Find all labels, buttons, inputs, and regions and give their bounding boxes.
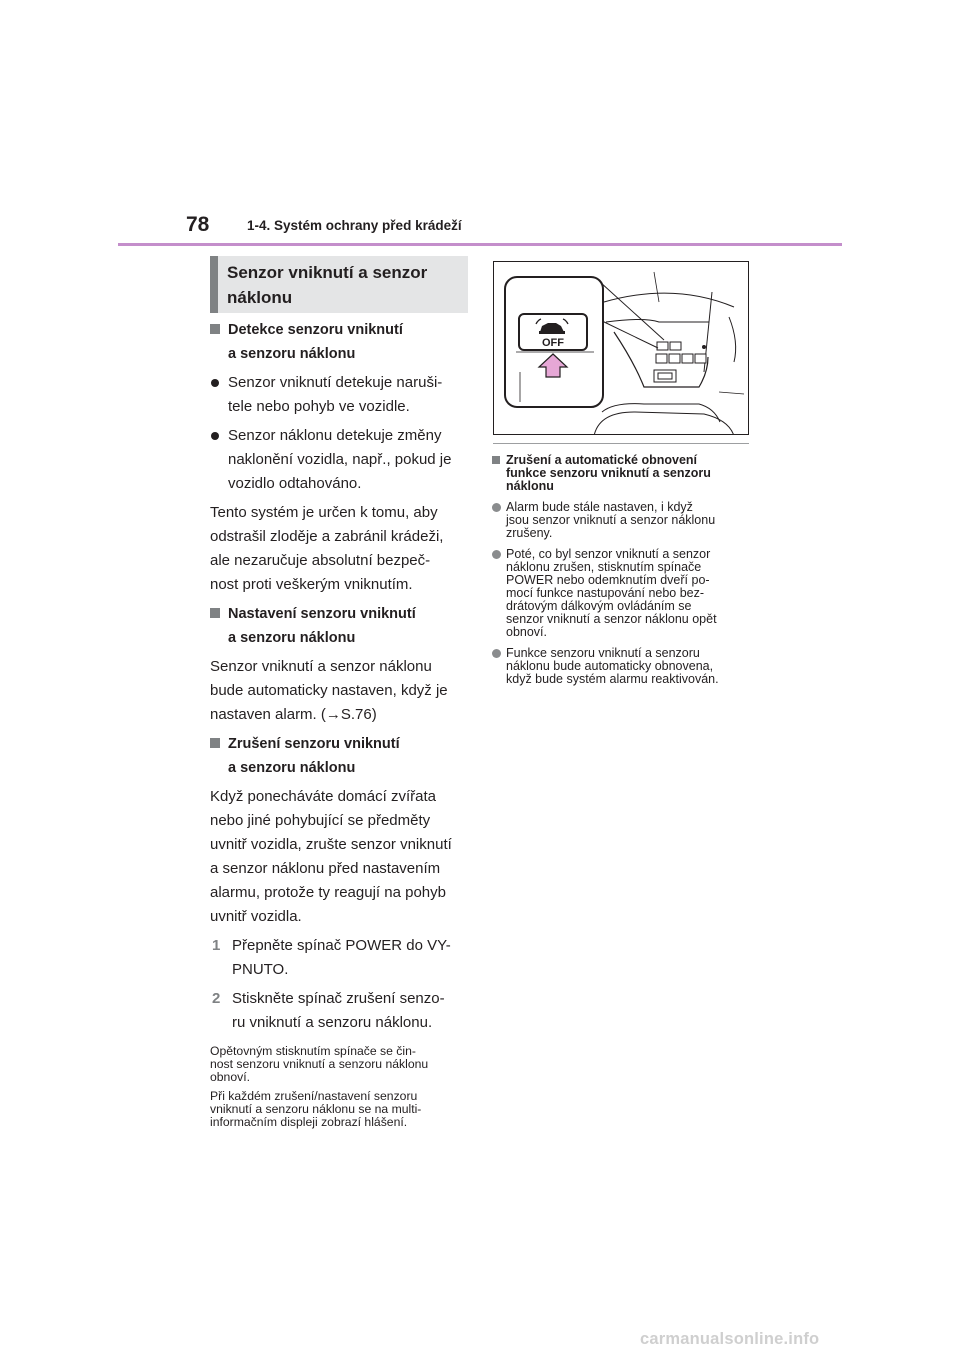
text-line: Funkce senzoru vniknutí a senzoru <box>506 646 700 660</box>
bullet-item <box>492 647 750 686</box>
text-line: drátovým dálkovým ovládáním se <box>506 599 692 613</box>
text-line: tele nebo pohyb ve vozidle. <box>228 398 410 415</box>
paragraph <box>210 785 468 929</box>
text-line: POWER nebo odemknutím dveří po- <box>506 573 710 587</box>
step-number: 1 <box>212 937 221 954</box>
text-line: mocí funkce nastupování nebo bez- <box>506 586 705 600</box>
subheading-cancel <box>210 732 468 780</box>
text-line: a senzor náklonu před nastavením <box>210 860 441 877</box>
square-bullet-icon <box>210 738 220 748</box>
text-line: Senzor vniknutí detekuje naruši- <box>228 374 443 391</box>
bullet-item <box>492 548 750 639</box>
subheading-setting <box>210 602 468 650</box>
figure-overhead-console <box>493 261 749 435</box>
text-line: Poté, co byl senzor vniknutí a senzor <box>506 547 711 561</box>
overhead-console-illustration <box>494 262 749 435</box>
subheading-line: Detekce senzoru vniknutí <box>228 322 403 338</box>
bullet-item <box>492 501 750 540</box>
page-number: 78 <box>186 213 210 236</box>
off-switch-label: OFF <box>542 337 564 349</box>
right-column <box>492 454 750 694</box>
text-line: Když ponecháváte domácí zvířata <box>210 788 436 805</box>
note <box>210 1090 468 1129</box>
text-line: ale nezaručuje absolutní bezpeč- <box>210 552 431 569</box>
text-line: alarmu, protože ty reagují na pohyb <box>210 884 446 901</box>
bullet-dot-icon <box>492 649 501 658</box>
text-line: náklonu zrušen, stisknutím spínače <box>506 560 702 574</box>
text-line: Tento systém je určen k tomu, aby <box>210 504 438 521</box>
figure-rule <box>493 443 749 444</box>
text-line: jsou senzor vniknutí a senzor náklonu <box>506 513 716 527</box>
step-number: 2 <box>212 990 221 1007</box>
text-line: Alarm bude stále nastaven, i když <box>506 500 693 514</box>
section-title-box <box>210 256 468 313</box>
step-item <box>210 987 468 1035</box>
text-line: obnoví. <box>210 1070 250 1084</box>
paragraph <box>210 655 468 727</box>
text-line: vniknutí a senzoru náklonu se na multi- <box>210 1102 422 1116</box>
text-line: obnoví. <box>506 625 548 639</box>
text-line: naklonění vozidla, např., pokud je <box>228 451 452 468</box>
text-line: nost proti veškerým vniknutím. <box>210 576 413 593</box>
subheading-line: Zrušení senzoru vniknutí <box>228 736 400 752</box>
subheading-line: funkce senzoru vniknutí a senzoru <box>506 466 711 480</box>
subheading-line: a senzoru náklonu <box>228 346 356 362</box>
bullet-item <box>210 371 468 419</box>
watermark: carmanualsonline.info <box>640 1330 820 1348</box>
text-line: Senzor vniknutí a senzor náklonu <box>210 658 432 675</box>
running-header: 1-4. Systém ochrany před krádeží <box>247 218 462 233</box>
text-line: Přepněte spínač POWER do VY- <box>232 937 451 954</box>
header-rule <box>118 243 842 246</box>
text-line: zrušeny. <box>506 526 553 540</box>
bullet-item <box>210 424 468 496</box>
text-line: Opětovným stisknutím spínače se čin- <box>210 1044 416 1058</box>
subheading-line: a senzoru náklonu <box>228 630 356 646</box>
note <box>210 1045 468 1084</box>
square-bullet-icon <box>210 324 220 334</box>
text-line: uvnitř vozidla, zrušte senzor vniknutí <box>210 836 452 853</box>
text-line: bude automaticky nastaven, když je <box>210 682 448 699</box>
subheading-line: Nastavení senzoru vniknutí <box>228 606 416 622</box>
text-line: Při každém zrušení/nastavení senzoru <box>210 1089 418 1103</box>
text-line: uvnitř vozidla. <box>210 908 302 925</box>
subheading-detection <box>210 318 468 366</box>
square-bullet-icon <box>210 608 220 618</box>
bullet-dot-icon <box>211 379 219 387</box>
text-line: senzor vniknutí a senzor náklonu opět <box>506 612 717 626</box>
paragraph <box>210 501 468 597</box>
text-line: náklonu bude automaticky obnovena, <box>506 659 714 673</box>
page-reference-link[interactable]: nastaven alarm. (→S.76) <box>210 706 377 723</box>
text-line: vozidlo odtahováno. <box>228 475 362 492</box>
section-title-line: náklonu <box>227 288 293 307</box>
square-bullet-icon <box>492 456 500 464</box>
section-title-line: Senzor vniknutí a senzor <box>227 263 428 282</box>
text-line: nost senzoru vniknutí a senzoru náklonu <box>210 1057 429 1071</box>
step-item <box>210 934 468 982</box>
bullet-dot-icon <box>211 432 219 440</box>
subheading-cancel-restore <box>492 454 750 493</box>
text-line: Senzor náklonu detekuje změny <box>228 427 442 444</box>
subheading-line: Zrušení a automatické obnovení <box>506 453 698 467</box>
text-line: PNUTO. <box>232 961 289 978</box>
text-line: Stiskněte spínač zrušení senzo- <box>232 990 445 1007</box>
text-line: nebo jiné pohybující se předměty <box>210 812 431 829</box>
text-line: ru vniknutí a senzoru náklonu. <box>232 1014 433 1031</box>
section-title <box>227 260 468 310</box>
subheading-line: a senzoru náklonu <box>228 760 356 776</box>
text-line: když bude systém alarmu reaktivován. <box>506 672 719 686</box>
left-column <box>210 318 468 1135</box>
text-line: odstrašil zloděje a zabránil krádeži, <box>210 528 444 545</box>
bullet-dot-icon <box>492 503 501 512</box>
subheading-line: náklonu <box>506 479 554 493</box>
bullet-dot-icon <box>492 550 501 559</box>
text-line: informačním displeji zobrazí hlášení. <box>210 1115 408 1129</box>
